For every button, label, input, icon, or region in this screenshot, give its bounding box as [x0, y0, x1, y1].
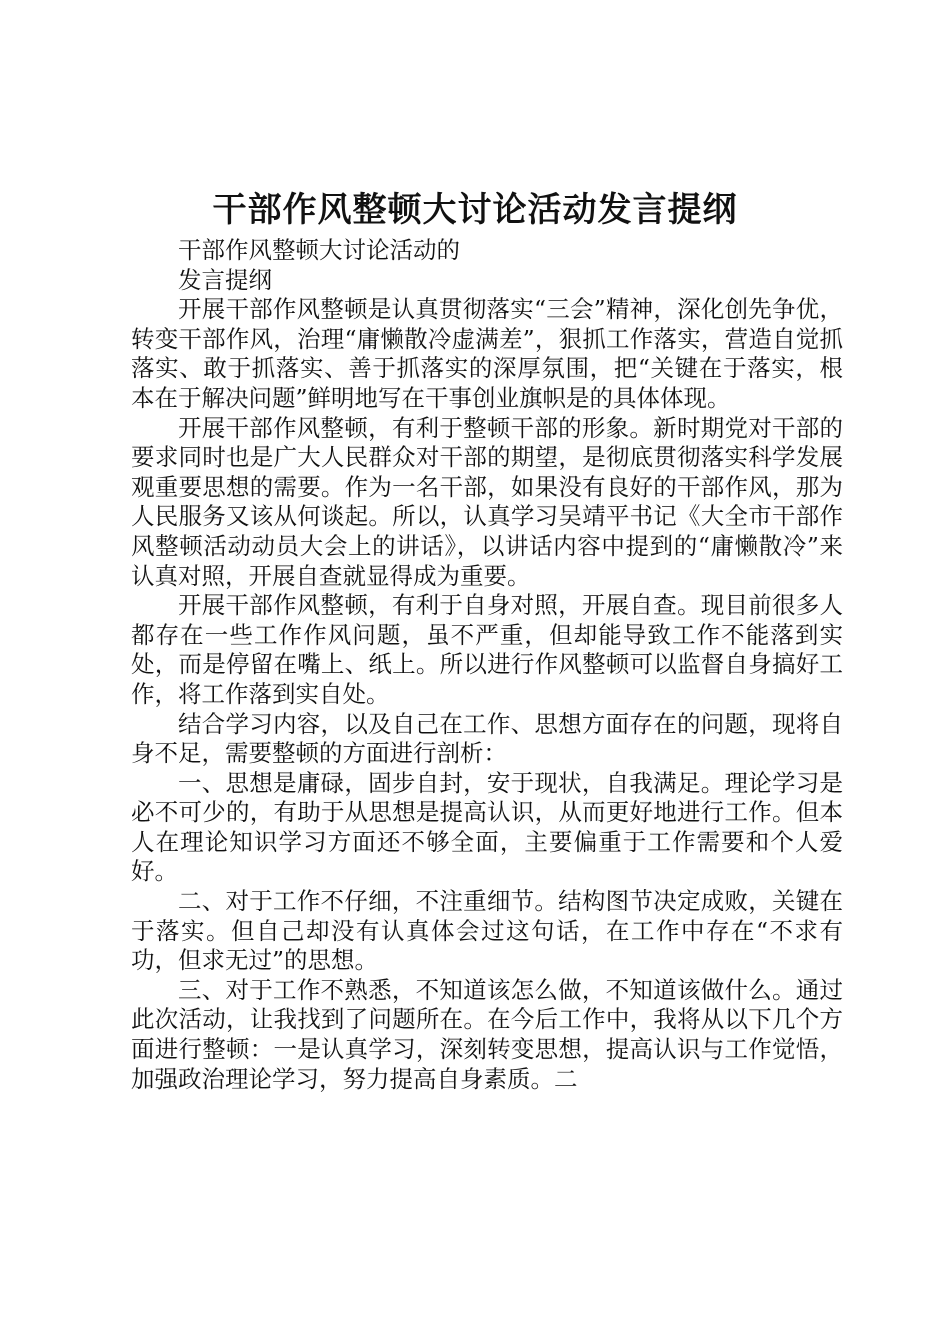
paragraph: 开展干部作风整顿，有利于整顿干部的形象。新时期党对干部的要求同时也是广大人民群众对干部的期望，是彻底贯彻落实科学发展观重要思想的需要。作为一名干部，如果没有良好的干部作风，那为人民服务又该从何谈起。所以，认真学习吴靖平书记《大全市干部作风整顿活动动员大会上的讲话》，以讲话内容中提到的“庸懒散冷”来认真对照，开展自查就显得成为重要。: [131, 413, 843, 590]
paragraph: 二、对于工作不仔细，不注重细节。结构图节决定成败，关键在于落实。但自己却没有认真体会过这句话，在工作中存在“不求有功，但求无过”的思想。: [131, 887, 843, 975]
paragraph-subtitle-line-2: 发言提纲: [178, 265, 272, 294]
paragraph: 三、对于工作不熟悉，不知道该怎么做，不知道该做什么。通过此次活动，让我找到了问题所在。在今后工作中，我将从以下几个方面进行整顿：一是认真学习，深刻转变思想，提高认识与工作觉悟，加强政治理论学习，努力提高自身素质。二: [131, 975, 843, 1093]
document-body: [131, 236, 843, 1094]
paragraph: 结合学习内容，以及自己在工作、思想方面存在的问题，现将自身不足，需要整顿的方面进行剖析：: [131, 709, 843, 768]
paragraph: 一、思想是庸碌，固步自封，安于现状，自我满足。理论学习是必不可少的，有助于从思想是提高认识，从而更好地进行工作。但本人在理论知识学习方面还不够全面，主要偏重于工作需要和个人爱好。: [131, 768, 843, 886]
document-title: 干部作风整顿大讨论活动发言提纲: [212, 190, 738, 230]
paragraph-subtitle-line-1: 干部作风整顿大讨论活动的: [178, 236, 460, 264]
paragraph: 开展干部作风整顿是认真贯彻落实“三会”精神，深化创先争优，转变干部作风，治理“庸懒散冷虚满差”，狠抓工作落实，营造自觉抓落实、敢于抓落实、善于抓落实的深厚氛围，把“关键在于落实，根本在于解决问题”鲜明地写在干事创业旗帜是的具体体现。: [131, 295, 843, 412]
paragraph: 开展干部作风整顿，有利于自身对照，开展自查。现目前很多人都存在一些工作作风问题，虽不严重，但却能导致工作不能落到实处，而是停留在嘴上、纸上。所以进行作风整顿可以监督自身搞好工作，将工作落到实自处。: [131, 591, 843, 708]
